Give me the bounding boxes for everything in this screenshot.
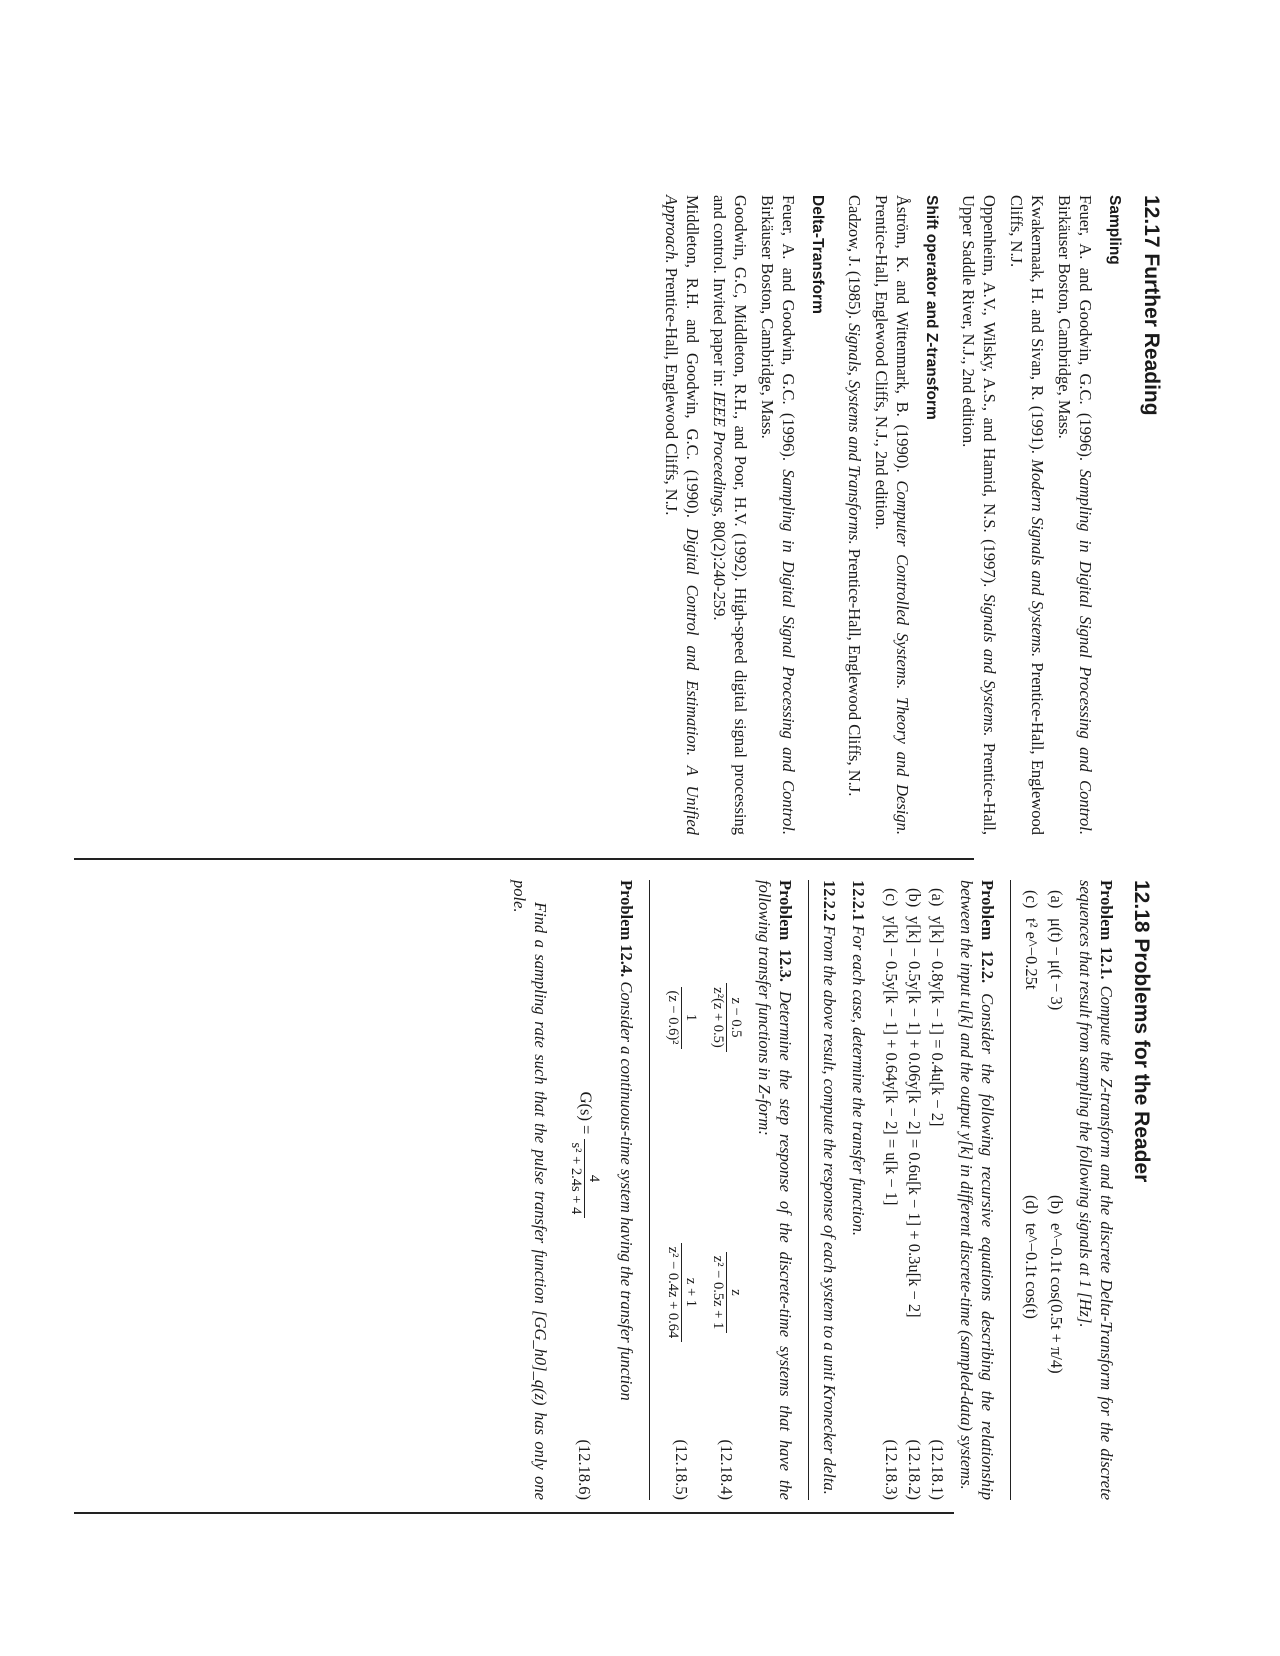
subproblem-text: For each case, determine the transfer function. — [849, 925, 868, 1237]
equation-number: (12.18.5) — [672, 1439, 691, 1500]
problem-label: Problem 12.3. — [776, 880, 795, 983]
item-expression: μ(t) − μ(t − 3) — [1047, 918, 1066, 1011]
equation-number: (12.18.6) — [575, 1439, 594, 1500]
signal-list — [1021, 890, 1067, 1500]
equation: (c) y[k] − 0.5y[k − 1] + 0.64y[k − 2] = u[k − 1] (12.18.3) — [882, 888, 901, 1500]
further-reading-title: 12.17 Further Reading — [1140, 195, 1163, 416]
equation — [567, 880, 602, 1500]
item-tag: (a) — [1047, 890, 1066, 909]
transfer-function: 1 (z − 0.6)² — [664, 987, 699, 1049]
subproblem-label: 12.2.2 — [820, 880, 839, 922]
transfer-function: z + 1 z² − 0.4z + 0.64 — [664, 1243, 699, 1343]
transfer-function: 4 s² + 2.4s + 4 — [567, 1139, 602, 1219]
item-tag: (b) — [1047, 1195, 1066, 1215]
reference: Kwakernaak, H. and Sivan, R. (1991). Modern Signals and Systems. Prentice-Hall, Englewood Cliffs, N.J. — [1007, 195, 1047, 835]
transfer-function-grid — [664, 880, 744, 1500]
problem-text: Compute the Z-transform and the discrete Delta-Transform for the discrete sequences that result from sampling the following signals at 1 [Hz]. — [1076, 880, 1116, 1501]
reference: Middleton, R.H. and Goodwin, G.C. (1990). Digital Control and Estimation. A Unified Approach. Prentice-Hall, Englewood Cliffs, N.J. — [662, 195, 702, 835]
problem-12-3 — [664, 880, 796, 1500]
problems-column — [501, 880, 1152, 1500]
subproblem-text: From the above result, compute the response of each system to a unit Kronecker delta. — [820, 925, 839, 1495]
item-expression: t² e^−0.25t — [1022, 918, 1041, 990]
problem-separator — [649, 880, 650, 1500]
reference: Åström, K. and Wittenmark, B. (1990). Computer Controlled Systems. Theory and Design. Prentice-Hall, Englewood Cliffs, N.J., 2nd edition. — [872, 195, 912, 835]
transfer-function: z − 0.5 z²(z + 0.5) — [709, 983, 744, 1051]
transfer-function: z z² − 0.5z + 1 — [709, 1252, 744, 1333]
section-heading: Delta-Transform — [809, 195, 826, 314]
section-sampling — [958, 195, 1125, 835]
section-heading: Shift operator and Z-transform — [923, 195, 940, 420]
section-delta-transform — [661, 195, 828, 835]
equation: (a) y[k] − 0.8y[k − 1] = 0.4u[k − 2] (12.18.1) — [928, 888, 947, 1500]
reference: Goodwin, G.C, Middleton, R.H., and Poor, H.V. (1992). High-speed digital signal processing and control. Invited paper in: IEEE Proceedings, 80(2):240-259. — [710, 195, 750, 835]
reference: Oppenheim, A.V., Wilsky, A.S., and Hamid, N.S. (1997). Signals and Systems. Prentice-Hall, Upper Saddle River, N.J., 2nd edition. — [959, 195, 999, 835]
problem-label: Problem 12.1. — [1097, 880, 1116, 980]
problem-text: Consider the following recursive equations describing the relationship between the input u[k] and the output y[k] in different discrete-time (sampled-data) systems. — [957, 880, 997, 1501]
problem-label: Problem 12.4. — [617, 880, 636, 978]
item-expression: te^−0.1t cos(t) — [1022, 1223, 1041, 1319]
item-tag: (c) — [1022, 890, 1041, 909]
item-expression: e^−0.1t cos(0.5t + π/4) — [1047, 1223, 1066, 1374]
problem-separator — [808, 880, 809, 1500]
problem-text: Find a sampling rate such that the pulse transfer function [GG_h0]_q(z) has only one pole. — [510, 880, 550, 1500]
equation-number: (12.18.4) — [717, 1439, 736, 1500]
section-heading: Sampling — [1106, 195, 1123, 265]
equation-lhs: G(s) = — [576, 1091, 596, 1135]
reference: Cadzow, J. (1985). Signals, Systems and Transforms. Prentice-Hall, Englewood Cliffs, N.J. — [845, 195, 864, 797]
equation: (b) y[k] − 0.5y[k − 1] + 0.06y[k − 2] = 0.6u[k − 1] + 0.3u[k − 2] (12.18.2) — [905, 888, 924, 1500]
page-bottom-rule — [74, 1512, 954, 1514]
item-tag: (d) — [1022, 1195, 1041, 1215]
problem-text: Consider a continuous-time system having the transfer function — [617, 981, 636, 1401]
reference: Feuer, A. and Goodwin, G.C. (1996). Sampling in Digital Signal Processing and Control. Birkäuser Boston, Cambridge, Mass. — [1055, 195, 1095, 835]
subproblem-label: 12.2.1 — [849, 880, 868, 922]
problem-12-1 — [1021, 880, 1117, 1500]
problems-title: 12.18 Problems for the Reader — [1130, 880, 1153, 1183]
problem-label: Problem 12.2. — [978, 880, 997, 984]
problem-separator — [1010, 880, 1011, 1500]
further-reading-column — [655, 195, 1162, 835]
reference: Feuer, A. and Goodwin, G.C. (1996). Sampling in Digital Signal Processing and Control. Birkäuser Boston, Cambridge, Mass. — [758, 195, 798, 835]
section-shift-operator — [844, 195, 942, 835]
problem-12-2 — [819, 880, 998, 1500]
problem-text: Determine the step response of the discrete-time systems that have the following transfer functions in Z-form: — [755, 880, 795, 1500]
page-divider — [74, 858, 974, 860]
problem-12-4 — [509, 880, 637, 1500]
